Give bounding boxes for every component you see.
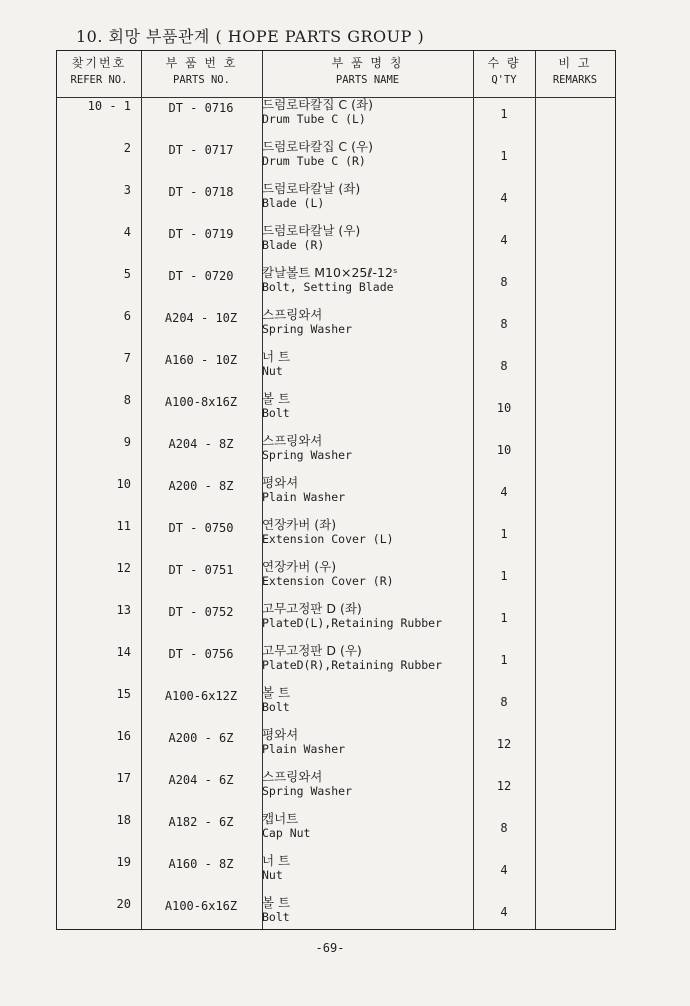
refer-no: 16 [116, 729, 131, 743]
quantity: 1 [500, 653, 508, 667]
parts-name-en: Spring Washer [262, 784, 353, 798]
table-row [57, 181, 617, 223]
parts-no: DT - 0752 [168, 605, 234, 619]
refer-no: 12 [116, 561, 131, 575]
parts-name [262, 139, 472, 169]
parts-name-en: Extension Cover (R) [262, 574, 394, 588]
header-remarks [535, 55, 615, 89]
header-name-ko: 부 품 명 칭 [331, 56, 404, 70]
refer-no: 15 [116, 687, 131, 701]
parts-name-en: Plain Washer [262, 490, 346, 504]
parts-name-ko: 스프링와셔 [262, 433, 323, 448]
table-row [57, 307, 617, 349]
parts-no: A204 - 10Z [164, 311, 238, 325]
parts-name [262, 853, 472, 883]
parts-name-ko: 스프링와셔 [262, 307, 323, 322]
parts-no: A204 - 6Z [168, 773, 234, 787]
parts-name [262, 895, 472, 925]
quantity: 1 [500, 527, 508, 541]
parts-name-en: Extension Cover (L) [262, 532, 394, 546]
refer-no: 20 [116, 897, 131, 911]
parts-name [262, 223, 472, 253]
table-row [57, 811, 617, 853]
parts-name [262, 769, 472, 799]
table-row [57, 601, 617, 643]
parts-name-en: Drum Tube C (R) [262, 154, 366, 168]
quantity: 4 [500, 233, 508, 247]
parts-name-ko: 고무고정판 D (좌) [262, 601, 362, 616]
parts-name [262, 601, 472, 631]
header-parts-en: PARTS NO. [173, 74, 230, 86]
parts-name [262, 685, 472, 715]
quantity: 10 [496, 401, 512, 415]
parts-name-ko: 볼 트 [262, 895, 291, 910]
parts-name-ko: 드럼로타칼집 C (좌) [262, 97, 373, 112]
refer-no: 7 [123, 351, 131, 365]
parts-no: DT - 0756 [168, 647, 234, 661]
quantity: 1 [500, 569, 508, 583]
quantity: 1 [500, 107, 508, 121]
parts-name [262, 181, 472, 211]
refer-no: 17 [116, 771, 131, 785]
parts-name [262, 517, 472, 547]
quantity: 8 [500, 695, 508, 709]
parts-name-ko: 볼 트 [262, 685, 291, 700]
header-parts-name [262, 55, 473, 89]
parts-name [262, 811, 472, 841]
quantity: 8 [500, 821, 508, 835]
parts-name-en: Bolt [262, 406, 290, 420]
header-parts-no [141, 55, 262, 89]
parts-name-ko: 캡너트 [262, 811, 299, 826]
parts-no: A100-8x16Z [164, 395, 238, 409]
parts-name [262, 559, 472, 589]
table-row [57, 517, 617, 559]
header-remarks-ko: 비 고 [558, 56, 592, 70]
quantity: 4 [500, 863, 508, 877]
table-row [57, 685, 617, 727]
parts-name-en: Nut [262, 364, 283, 378]
table-row [57, 853, 617, 895]
parts-name-ko: 연장카버 (우) [262, 559, 337, 574]
table-row [57, 391, 617, 433]
page-title: 10. 회망 부품관계 ( HOPE PARTS GROUP ) [76, 27, 425, 46]
refer-no: 5 [123, 267, 131, 281]
parts-name-en: PlateD(L),Retaining Rubber [262, 616, 443, 630]
parts-no: DT - 0719 [168, 227, 234, 241]
parts-name [262, 727, 472, 757]
refer-no: 19 [116, 855, 131, 869]
refer-no: 3 [123, 183, 131, 197]
parts-table [56, 50, 616, 930]
parts-name-ko: 드럼로타칼날 (좌) [262, 181, 361, 196]
refer-no: 13 [116, 603, 131, 617]
header-refer-en: REFER NO. [70, 74, 128, 86]
quantity: 8 [500, 275, 508, 289]
quantity: 12 [496, 779, 512, 793]
parts-no: DT - 0716 [168, 101, 234, 115]
parts-no: A200 - 6Z [168, 731, 234, 745]
refer-no: 10 [116, 477, 131, 491]
parts-name-en: Plain Washer [262, 742, 346, 756]
header-qty-ko: 수 량 [487, 56, 521, 70]
parts-name-en: Nut [262, 868, 283, 882]
parts-name [262, 265, 472, 295]
table-row [57, 895, 617, 937]
header-qty-en: Q'TY [491, 74, 517, 86]
refer-no: 18 [116, 813, 131, 827]
header-qty [473, 55, 535, 89]
parts-name [262, 475, 472, 505]
parts-no: A160 - 10Z [164, 353, 238, 367]
parts-name-en: Blade (R) [262, 238, 325, 252]
refer-no: 11 [116, 519, 131, 533]
table-row [57, 643, 617, 685]
refer-no: 14 [116, 645, 131, 659]
parts-no: DT - 0751 [168, 563, 234, 577]
refer-no: 10 - 1 [87, 99, 131, 113]
parts-name-ko: 평와셔 [262, 727, 299, 742]
table-row [57, 265, 617, 307]
parts-name-en: Cap Nut [262, 826, 311, 840]
quantity: 1 [500, 611, 508, 625]
parts-name [262, 349, 472, 379]
quantity: 10 [496, 443, 512, 457]
header-remarks-en: REMARKS [552, 74, 598, 86]
table-row [57, 349, 617, 391]
header-name-en: PARTS NAME [335, 74, 400, 86]
header-refer-ko: 찾기번호 [71, 56, 127, 70]
parts-no: A160 - 8Z [168, 857, 234, 871]
parts-name-en: PlateD(R),Retaining Rubber [262, 658, 443, 672]
refer-no: 6 [123, 309, 131, 323]
header-refer-no [57, 55, 141, 89]
parts-name-en: Blade (L) [262, 196, 325, 210]
parts-name [262, 433, 472, 463]
quantity: 4 [500, 905, 508, 919]
table-row [57, 97, 617, 139]
parts-name-ko: 평와셔 [262, 475, 299, 490]
parts-name-en: Bolt, Setting Blade [262, 280, 394, 294]
table-row [57, 475, 617, 517]
table-row [57, 139, 617, 181]
parts-name-ko: 드럼로타칼날 (우) [262, 223, 361, 238]
parts-name [262, 97, 472, 127]
parts-name [262, 391, 472, 421]
parts-no: DT - 0718 [168, 185, 234, 199]
table-row [57, 559, 617, 601]
parts-name-en: Bolt [262, 700, 290, 714]
parts-name-en: Bolt [262, 910, 290, 924]
parts-name-en: Spring Washer [262, 322, 353, 336]
quantity: 4 [500, 191, 508, 205]
parts-name-ko: 고무고정판 D (우) [262, 643, 362, 658]
parts-no: A204 - 8Z [168, 437, 234, 451]
quantity: 8 [500, 359, 508, 373]
table-row [57, 223, 617, 265]
quantity: 1 [500, 149, 508, 163]
parts-no: DT - 0717 [168, 143, 234, 157]
parts-name [262, 643, 472, 673]
table-row [57, 727, 617, 769]
refer-no: 9 [123, 435, 131, 449]
header-parts-ko: 부 품 번 호 [165, 56, 238, 70]
table-row [57, 769, 617, 811]
parts-no: A100-6x16Z [164, 899, 238, 913]
parts-name-ko: 볼 트 [262, 391, 291, 406]
parts-no: A182 - 6Z [168, 815, 234, 829]
parts-name [262, 307, 472, 337]
table-row [57, 433, 617, 475]
refer-no: 4 [123, 225, 131, 239]
quantity: 8 [500, 317, 508, 331]
parts-no: DT - 0750 [168, 521, 234, 535]
page-number: -69- [315, 941, 345, 955]
parts-name-ko: 너 트 [262, 853, 291, 868]
parts-name-ko: 칼날볼트 M10×25ℓ-12ˢ [262, 265, 398, 280]
quantity: 4 [500, 485, 508, 499]
refer-no: 8 [123, 393, 131, 407]
parts-name-en: Drum Tube C (L) [262, 112, 366, 126]
parts-name-ko: 드럼로타칼집 C (우) [262, 139, 373, 154]
refer-no: 2 [123, 141, 131, 155]
parts-name-en: Spring Washer [262, 448, 353, 462]
parts-name-ko: 너 트 [262, 349, 291, 364]
parts-no: DT - 0720 [168, 269, 234, 283]
quantity: 12 [496, 737, 512, 751]
parts-no: A100-6x12Z [164, 689, 238, 703]
parts-name-ko: 연장카버 (좌) [262, 517, 337, 532]
parts-no: A200 - 8Z [168, 479, 234, 493]
parts-name-ko: 스프링와셔 [262, 769, 323, 784]
